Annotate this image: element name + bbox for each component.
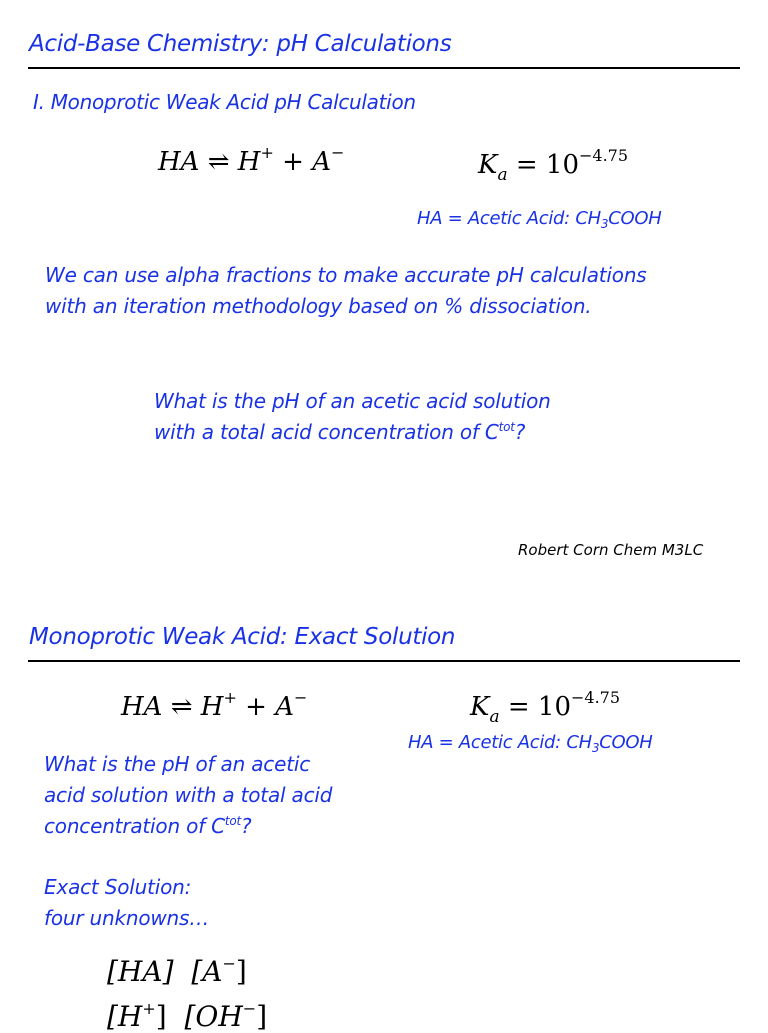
conjugate-base: A (275, 692, 294, 722)
reaction-equation (121, 688, 308, 722)
author-credit: Robert Corn Chem M3LC (518, 541, 704, 559)
ka-base: 10 (537, 692, 571, 722)
equilibrium-arrow: ⇌ (170, 692, 193, 722)
ka-exponent: −4.75 (571, 688, 621, 707)
oh-concentration (185, 1000, 268, 1033)
ka-expression (478, 146, 629, 185)
question-text: concentration of C (44, 814, 225, 838)
base-charge: − (330, 143, 345, 162)
equilibrium-arrow: ⇌ (207, 147, 230, 177)
h-term: [H (107, 1000, 143, 1033)
question-line: acid solution with a total acid (44, 783, 333, 807)
reactant: HA (158, 147, 200, 177)
ctot-superscript: tot (224, 814, 242, 828)
h-concentration (107, 1000, 167, 1033)
question-line (44, 811, 384, 842)
exact-solution-heading: Exact Solution: (44, 875, 192, 899)
exact-solution (44, 872, 384, 934)
ctot-superscript: tot (498, 420, 515, 434)
ka-symbol: K (478, 150, 498, 180)
ha-term: [HA] (107, 955, 174, 988)
ka-subscript: a (489, 707, 500, 727)
h-bracket: ] (155, 1000, 167, 1033)
proton-charge: + (260, 143, 274, 162)
reaction-equation (158, 143, 345, 177)
question-line (154, 417, 714, 448)
intro-paragraph (45, 260, 745, 322)
oh-charge: − (242, 999, 257, 1018)
paragraph-line: We can use alpha fractions to make accurate pH calculations (45, 263, 647, 287)
question (154, 386, 714, 448)
proton: H (237, 147, 261, 177)
oh-bracket: ] (256, 1000, 268, 1033)
paragraph-line: with an iteration methodology based on % dissociation. (45, 294, 592, 318)
a-term: [A (191, 955, 223, 988)
acid-note-suffix: COOH (608, 208, 662, 229)
ha-concentration (107, 955, 174, 988)
acid-note-prefix: HA = Acetic Acid: CH (417, 208, 601, 229)
a-charge: − (222, 954, 236, 973)
question-mark: ? (241, 814, 252, 838)
acid-note-suffix: COOH (599, 732, 653, 753)
h-charge: + (142, 999, 156, 1018)
reactant: HA (121, 692, 163, 722)
a-concentration (191, 955, 247, 988)
a-bracket: ] (235, 955, 247, 988)
ka-equals: = (507, 692, 530, 722)
question-mark: ? (514, 420, 526, 444)
ka-equals: = (515, 150, 538, 180)
plus-sign: + (282, 147, 304, 177)
proton: H (200, 692, 224, 722)
ka-base: 10 (545, 150, 579, 180)
base-charge: − (293, 688, 308, 707)
plus-sign: + (245, 692, 267, 722)
question-line: What is the pH of an acetic (44, 752, 310, 776)
title-rule (28, 660, 740, 662)
question (44, 749, 384, 842)
ka-symbol: K (470, 692, 490, 722)
exact-solution-detail: four unknowns… (44, 906, 210, 930)
unknowns-row-1 (107, 955, 247, 988)
acid-note (417, 208, 661, 229)
question-line: What is the pH of an acetic acid solution (154, 389, 551, 413)
slide1-subtitle: I. Monoprotic Weak Acid pH Calculation (33, 90, 416, 114)
acid-note-prefix: HA = Acetic Acid: CH (408, 732, 592, 753)
acid-note-subscript: 3 (591, 741, 600, 755)
oh-term: [OH (184, 1000, 243, 1033)
ka-expression (470, 688, 621, 727)
acid-note-subscript: 3 (600, 217, 609, 231)
proton-charge: + (223, 688, 237, 707)
title-rule (28, 67, 740, 69)
unknowns-row-2 (107, 1000, 267, 1033)
question-text: with a total acid concentration of C (154, 420, 499, 444)
slide2-title: Monoprotic Weak Acid: Exact Solution (29, 624, 456, 650)
slide1-title: Acid-Base Chemistry: pH Calculations (29, 31, 452, 57)
conjugate-base: A (312, 147, 331, 177)
acid-note (408, 732, 652, 753)
ka-subscript: a (497, 165, 508, 185)
ka-exponent: −4.75 (579, 146, 629, 165)
